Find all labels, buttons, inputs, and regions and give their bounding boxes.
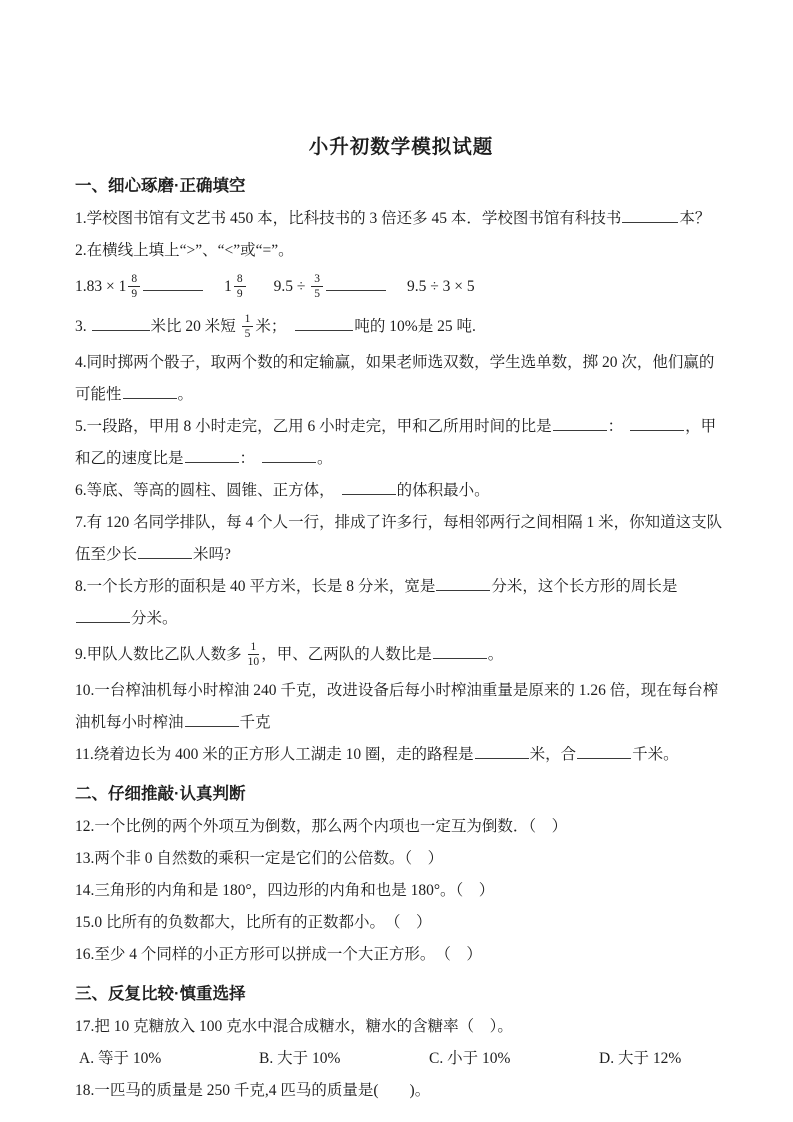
question-line <box>75 347 727 411</box>
question-line <box>75 411 727 475</box>
question-text: 千米。 <box>632 746 679 763</box>
spacer <box>255 462 261 463</box>
question-text: 3. <box>75 318 91 335</box>
blank-field <box>630 415 684 432</box>
question-text: 4.同时掷两个骰子，取两个数的和定输赢，如果老师选双数，学生选单数，掷 20 次，他们赢的可能性 <box>75 354 715 403</box>
fraction <box>311 273 323 301</box>
blank-field <box>138 543 192 560</box>
fraction-numerator: 1 <box>242 313 254 327</box>
fraction-denominator: 9 <box>131 288 138 301</box>
question-line <box>75 235 727 267</box>
question-text: 18.一匹马的质量是 250 千克,4 匹马的质量是( )。 <box>75 1082 431 1099</box>
fraction-numerator: 3 <box>311 273 323 287</box>
question-text: 17.把 10 克糖放入 100 克水中混合成糖水，糖水的含糖率（ ）。 <box>75 1018 513 1035</box>
question-text: 。 <box>487 646 504 663</box>
question-line <box>75 267 727 307</box>
blank-field <box>577 743 631 760</box>
section-heading: 三、反复比较·慎重选择 <box>75 985 246 1003</box>
question-text: 6.等底、等高的圆柱、圆锥、正方体， <box>75 482 335 499</box>
blank-field <box>185 711 239 728</box>
choice-B: B. 大于 10% <box>259 1050 341 1067</box>
choice-A: A. 等于 10% <box>79 1050 162 1067</box>
question-line <box>75 907 727 939</box>
question-line <box>75 675 727 739</box>
fraction-numerator: 8 <box>128 273 140 287</box>
question-line <box>75 635 727 675</box>
section-heading: 二、仔细推敲·认真判断 <box>75 785 246 803</box>
question-text: ，甲、乙两队的人数比是 <box>261 646 432 663</box>
question-line <box>75 1011 727 1043</box>
question-text: 13.两个非 0 自然数的乘积一定是它们的公倍数。（ ） <box>75 850 444 867</box>
question-text: 。 <box>317 450 333 467</box>
question-line <box>75 739 727 771</box>
fraction <box>242 313 254 341</box>
choices-row <box>75 1043 727 1075</box>
question-text: 11.绕着边长为 400 米的正方形人工湖走 10 圈，走的路程是 <box>75 746 474 763</box>
question-text: 2.在横线上填上“>”、“<”或“=”。 <box>75 242 294 259</box>
question-line <box>75 203 727 235</box>
fraction-numerator: 8 <box>234 273 246 287</box>
question-line <box>75 475 727 507</box>
blank-field <box>143 275 203 292</box>
fraction <box>128 273 140 301</box>
question-text: 12.一个比例的两个外项互为倒数，那么两个内项也一定互为倒数．（ ） <box>75 818 568 835</box>
question-text: 本？ <box>679 210 711 227</box>
choice-D: D. 大于 12% <box>599 1050 682 1067</box>
blank-field <box>185 447 239 464</box>
question-text: 10.一台榨油机每小时榨油 240 千克，改进设备后每小时榨油重量是原来的 1.26 倍，现在每台榨油机每小时榨油 <box>75 682 719 731</box>
fraction <box>248 641 260 669</box>
fraction-denominator: 9 <box>236 288 243 301</box>
question-text: ： <box>607 418 624 435</box>
blank-field <box>76 607 130 624</box>
question-line <box>75 1075 727 1107</box>
question-text: 1.83 × 1 <box>75 278 127 295</box>
question-line <box>75 811 727 843</box>
question-text: 8.一个长方形的面积是 40 平方米，长是 8 分米，宽是 <box>75 578 436 595</box>
question-text: 5.一段路，甲用 8 小时走完，乙用 6 小时走完，甲和乙所用时间的比是 <box>75 418 552 435</box>
question-line <box>75 507 727 571</box>
fraction-denominator: 5 <box>314 288 321 301</box>
spacer <box>623 430 629 431</box>
page-title: 小升初数学模拟试题 <box>308 136 494 158</box>
blank-field <box>326 275 386 292</box>
question-text: 分米。 <box>131 610 178 627</box>
spacer <box>286 330 294 331</box>
blank-field <box>92 315 150 332</box>
choice-C: C. 小于 10% <box>429 1050 511 1067</box>
question-text: 1.学校图书馆有文艺书 450 本，比科技书的 3 倍还多 45 本．学校图书馆有科技书 <box>75 210 622 227</box>
question-line <box>75 875 727 907</box>
question-text: 米，合 <box>529 746 577 763</box>
spacer <box>335 494 341 495</box>
question-text: 吨的 10%是 25 吨. <box>354 318 476 335</box>
spacer <box>204 290 224 291</box>
question-text: 米比 20 米短 <box>150 318 240 335</box>
blank-field <box>342 479 396 496</box>
question-text: 15.0 比所有的负数都大，比所有的正数都小。 （ ） <box>75 914 432 931</box>
blank-field <box>295 315 353 332</box>
question-line <box>75 307 727 347</box>
blank-field <box>475 743 529 760</box>
spacer <box>387 290 407 291</box>
question-line <box>75 571 727 635</box>
exam-content <box>75 173 727 1107</box>
question-text: 。 <box>177 386 194 403</box>
blank-field <box>433 643 487 660</box>
fraction-numerator: 1 <box>248 641 260 655</box>
blank-field <box>262 447 316 464</box>
question-text: 9.甲队人数比乙队人数多 <box>75 646 246 663</box>
question-text: ，甲和乙的速度比是 <box>75 418 717 467</box>
question-line <box>75 843 727 875</box>
question-text: 9.5 ÷ 3 × 5 <box>407 278 475 295</box>
blank-field <box>436 575 490 592</box>
question-text: 7.有 120 名同学排队，每 4 个人一行，排成了许多行，每相邻两行之间相隔 1 米，你知道这支队伍至少长 <box>75 514 723 563</box>
question-text: 16.至少 4 个同样的小正方形可以拼成一个大正方形。 （ ） <box>75 946 482 963</box>
question-line <box>75 939 727 971</box>
question-text: 的体积最小。 <box>396 482 490 499</box>
question-text: 分米，这个长方形的周长是 <box>491 578 678 595</box>
fraction-denominator: 5 <box>244 328 251 341</box>
blank-field <box>123 383 177 400</box>
question-text: 千克 <box>239 714 271 731</box>
section-heading: 一、细心琢磨·正确填空 <box>75 177 246 195</box>
question-text: ： <box>239 450 256 467</box>
question-text: 14.三角形的内角和是 180°，四边形的内角和也是 180°。（ ） <box>75 882 495 899</box>
blank-field <box>622 207 678 224</box>
question-text: 米； <box>255 318 287 335</box>
fraction-denominator: 10 <box>247 656 260 669</box>
fraction <box>234 273 246 301</box>
blank-field <box>553 415 607 432</box>
question-text: 1 <box>224 278 232 295</box>
spacer <box>248 290 274 291</box>
question-text: 米吗? <box>193 546 231 563</box>
question-text: 9.5 ÷ <box>273 278 310 295</box>
